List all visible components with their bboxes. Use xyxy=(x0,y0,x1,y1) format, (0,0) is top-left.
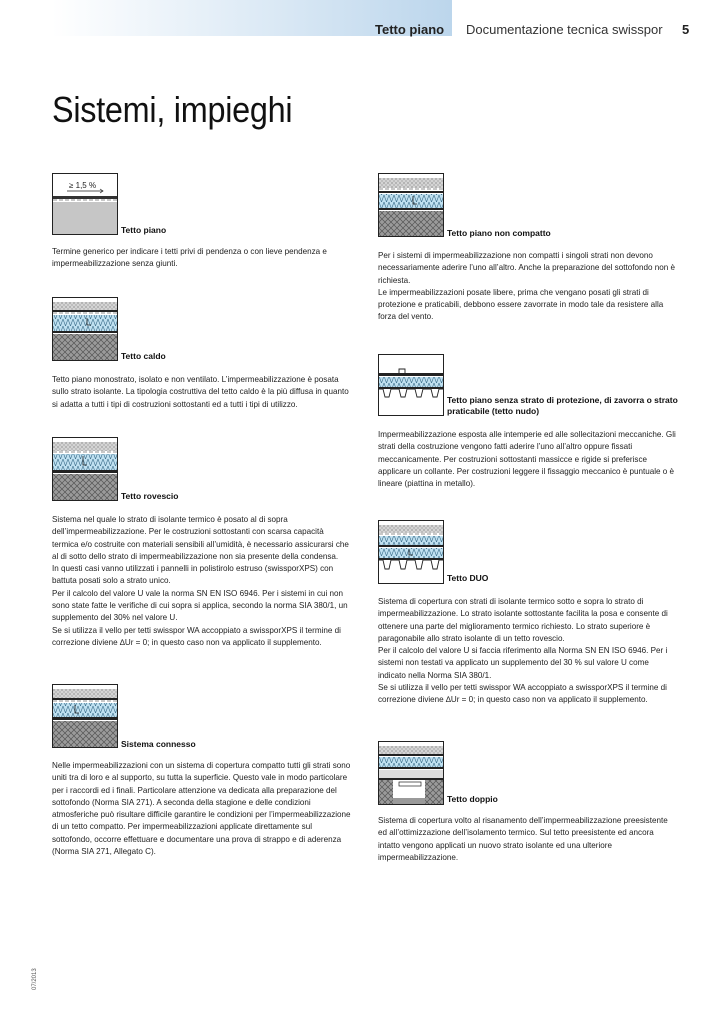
tetto-duo-text: Sistema di copertura con strati di isolante termico sotto e sopra lo strato di impermeabilizzazione. Lo strato isolante sottostante facilita la posa e consente di ottenere una parte del miglioramento termico richiesto. Lo strato superiore è paragonabile allo strato isolante di un tetto rovescio. Per il calcolo del valore U si faccia riferimento alla Norma SN EN ISO 6946. Per i sistemi non testati va applicato un supplemento del 30 % sul valore U come indicato nella Norma SIA 380/1. Se si utilizza il vello per tetti swisspor WA accoppiato a swissporXPS il termine di correzione diviene ∆Ur = 0; in questo caso non va applicato il supplemento. xyxy=(378,597,668,705)
header-section: Tetto piano xyxy=(375,22,445,37)
page-title: Sistemi, impieghi xyxy=(52,89,293,131)
tetto-doppio-text: Sistema di copertura volto al risanamento dell’impermeabilizzazione preesistente ed all’ottimizzazione dell’isolamento termico. Sul tetto preesistente ed ancora intatto vengono applicati un nuovo strato isolante ed una ulteriore impermeabilizzazione. xyxy=(378,816,668,862)
tetto-doppio-diagram xyxy=(378,741,444,805)
tetto-non-compatto-text: Per i sistemi di impermeabilizzazione non compatti i singoli strati non devono necessariamente aderire l’uno all’altro. Anche la preparazione del sottofondo non è richiesta. Le impermeabilizzazioni posate libere, prima che vengano posati gli strati di protezione e praticabili, debbono essere zavorrate in modo tale da resistere alla forza del vento. xyxy=(378,251,675,322)
tetto-piano-title: Tetto piano xyxy=(121,225,167,235)
tetto-non-compatto-title: Tetto piano non compatto xyxy=(447,228,551,238)
tetto-piano-text: Termine generico per indicare i tetti privi di pendenza o con lieve pendenza e impermeabilizzazione senza giunti. xyxy=(52,247,327,269)
tetto-rovescio-text: Sistema nel quale lo strato di isolante termico è posato al di sopra dell’impermeabilizzazione. Per le costruzioni sottostanti con scarsa capacità termica e/o costruite con materiali sensibili all’umidità, è necessario assicurarsi che al di sotto dello strato di impermeabilizzazione non sia presente della condensa. In questi casi vanno utilizzati i pannelli in polistirolo estruso (swissporXPS) con battuta posati solo a strato unico. Per il calcolo del valore U vale la norma SN EN ISO 6946. Per i sistemi in cui non sono state fatte le verifiche di cui sopra si applica, secondo la norma SIA 380/1, un supplemento del 30% nel valore U. Se si utilizza il vello per tetti swisspor WA accoppiato a swissporXPS il termine di correzione diviene ∆Ur = 0; in questo caso non va applicato il supplemento. xyxy=(52,515,349,647)
tetto-piano-diagram xyxy=(52,173,118,235)
sistema-connesso-title: Sistema connesso xyxy=(121,739,196,749)
slope-label: ≥ 1,5 % xyxy=(69,181,97,190)
tetto-rovescio-diagram xyxy=(52,437,118,501)
tetto-doppio-title: Tetto doppio xyxy=(447,794,498,804)
footer-date: 07/2013 xyxy=(32,968,38,990)
tetto-caldo-diagram xyxy=(52,297,118,361)
tetto-rovescio-title: Tetto rovescio xyxy=(121,491,179,501)
tetto-caldo-title: Tetto caldo xyxy=(121,351,166,361)
tetto-nudo-text: Impermeabilizzazione esposta alle intemperie ed alle sollecitazioni meccaniche. Gli strati della costruzione vengono fatti aderire l’uno all’altro oppure fissati meccanicamente. Per costruzioni sottostanti massicce e rigide si preferisce applicare un collante. Per costruzioni leggere il fissaggio meccanico è puntuale o è lineare (piattina in metallo). xyxy=(378,430,676,489)
page-number: 5 xyxy=(682,22,690,37)
header-document: Documentazione tecnica swisspor xyxy=(466,22,663,37)
tetto-duo-diagram xyxy=(378,520,444,584)
tetto-nudo-title: Tetto piano senza strato di protezione, di zavorra o strato praticabile (tetto nudo) xyxy=(447,395,678,416)
sistema-connesso-diagram xyxy=(52,684,118,748)
tetto-nudo-diagram xyxy=(378,354,444,416)
tetto-caldo-text: Tetto piano monostrato, isolato e non ventilato. L’impermeabilizzazione è posata sullo strato isolante. La tipologia costruttiva del tetto caldo è la più diffusa in quanto si adatta a tutti i tipi di costruzioni sottostanti ed a tutti i tipi di utilizzo. xyxy=(52,375,349,409)
sistema-connesso-text: Nelle impermeabilizzazioni con un sistema di copertura compatto tutti gli strati sono uniti tra di loro e al supporto, su tutta la superficie. Questo vale in modo particolare per i raccordi ed i finali. Particolare attenzione va dedicata alla preparazione del sottofondo (Norma SIA 271). A seconda della stagione e delle condizioni atmosferiche può risultare difficile garantire le condizioni per l’impermeabilizzazione di un tetto compatto. Per impermeabilizzazioni applicate direttamente sul sottofondo, occorre effettuare e documentare una prova di strappo e di aderenza (Norma SIA 271, Allegato C). xyxy=(52,761,351,857)
tetto-duo-title: Tetto DUO xyxy=(447,573,489,583)
tetto-non-compatto-diagram xyxy=(378,173,444,237)
